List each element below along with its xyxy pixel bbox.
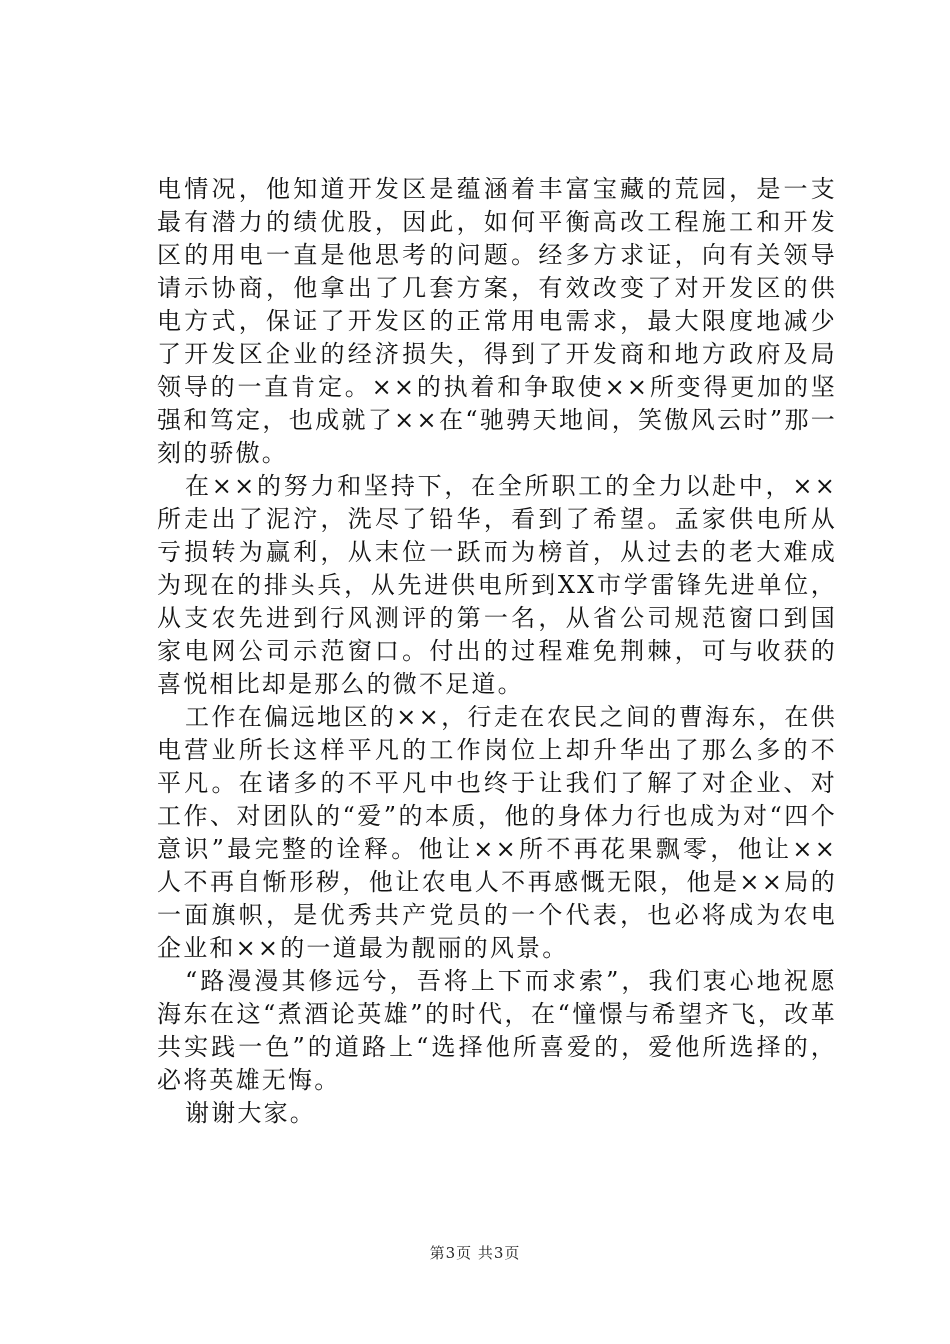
page-number-footer: 第3页 共3页: [429, 1244, 521, 1262]
paragraph-continued: 电情况，他知道开发区是蕴涵着丰富宝藏的荒园，是一支最有潜力的绩优股，因此，如何平衡高改工程施工和开发区的用电一直是他思考的问题。经多方求证，向有关领导请示协商，他拿出了几套方案，有效改变了对开发区的供电方式，保证了开发区的正常用电需求，最大限度地减少了开发区企业的经济损失，得到了开发商和地方政府及局领导的一直肯定。××的执着和争取使××所变得更加的坚强和笃定，也成就了××在“驰骋天地间，笑傲风云时”那一刻的骄傲。: [157, 175, 837, 467]
paragraph: 工作在偏远地区的××，行走在农民之间的曹海东，在供电营业所长这样平凡的工作岗位上却升华出了那么多的不平凡。在诸多的不平凡中也终于让我们了解了对企业、对工作、对团队的“爱”的本质，他的身体力行也成为对“四个意识”最完整的诠释。他让××所不再花果飘零，他让××人不再自惭形秽，他让农电人不再感慨无限，他是××局的一面旗帜，是优秀共产党员的一个代表，也必将成为农电企业和××的一道最为靓丽的风景。: [157, 703, 837, 962]
paragraph: 在××的努力和坚持下，在全所职工的全力以赴中，××所走出了泥泞，洗尽了铅华，看到了希望。孟家供电所从亏损转为赢利，从末位一跃而为榜首，从过去的老大难成为现在的排头兵，从先进供电所到XX市学雷锋先进单位，从支农先进到行风测评的第一名，从省公司规范窗口到国家电网公司示范窗口。付出的过程难免荆棘，可与收获的喜悦相比却是那么的微不足道。: [157, 472, 837, 698]
document-body: [157, 173, 837, 1130]
closing-line: 谢谢大家。: [185, 1099, 316, 1127]
paragraph: “路漫漫其修远兮，吾将上下而求索”，我们衷心地祝愿海东在这“煮酒论英雄”的时代，在“憧憬与希望齐飞，改革共实践一色”的道路上“选择他所喜爱的，爱他所选择的，必将英雄无悔。: [157, 967, 837, 1094]
